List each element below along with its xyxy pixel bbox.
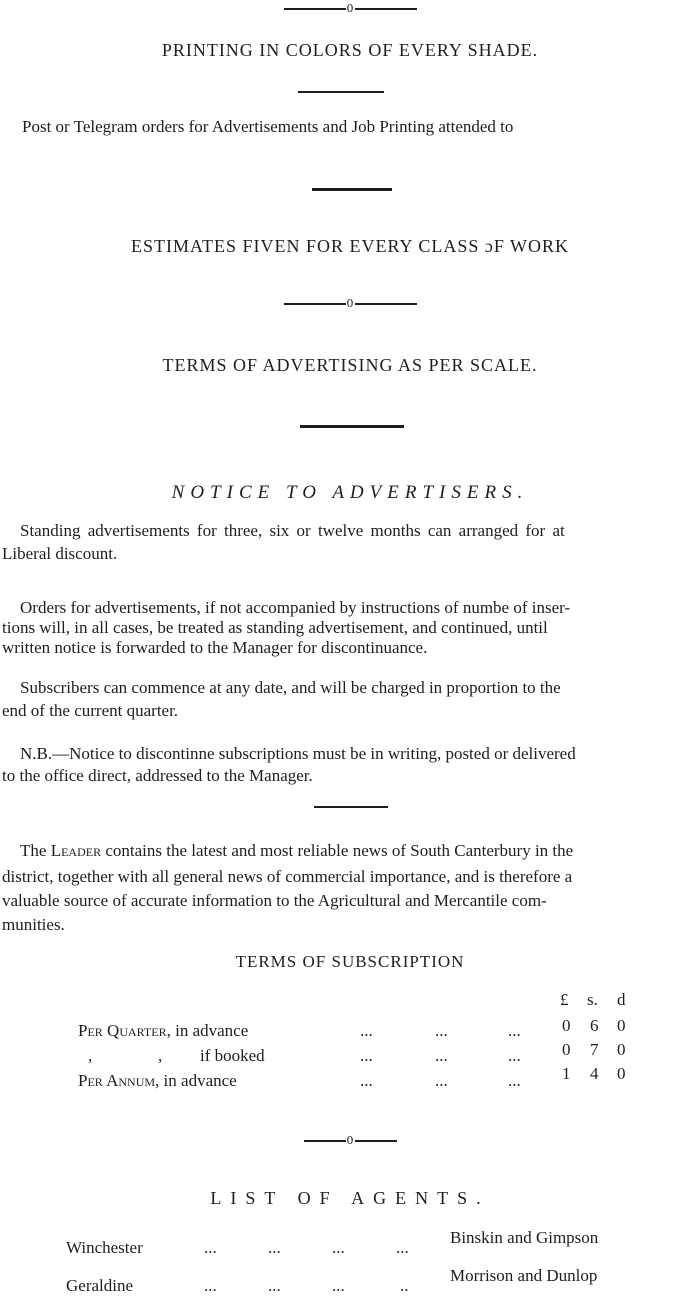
row-dots: ... — [435, 1071, 448, 1090]
row-dots: ... — [360, 1071, 373, 1090]
row-dots: ... — [508, 1071, 521, 1090]
notice-para-4-line-2: to the office direct, addressed to the Manager. — [2, 766, 313, 785]
notice-para-4-line-1: N.B.—Notice to discontinne subscriptions must be in writing, posted or delivered — [20, 744, 576, 763]
agent-dots: ... — [396, 1238, 409, 1257]
notice-para-1-line-1: Standing advertisements for three, six or twelve months can arranged for at — [20, 521, 565, 540]
row-value-pence: 0 — [617, 1040, 626, 1059]
row-dots: ... — [508, 1021, 521, 1040]
row-value-pounds: 0 — [562, 1040, 571, 1059]
ornament-mark: 0 — [346, 296, 354, 310]
row-dots: ... — [435, 1046, 448, 1065]
leader-line-1-start: The — [20, 841, 47, 860]
divider-rule — [312, 188, 392, 191]
agent-dots: .. — [400, 1276, 409, 1295]
subscription-row-label — [78, 1071, 237, 1091]
row-value-pounds: 0 — [562, 1016, 571, 1035]
agent-name: Binskin and Gimpson — [450, 1228, 599, 1247]
divider-rule — [298, 91, 384, 93]
notice-para-2-line-3: written notice is forwarded to the Manager for discontinuance. — [2, 638, 428, 657]
row-label-text: if booked — [200, 1046, 265, 1065]
top-ornament — [0, 2, 700, 15]
notice-para-1-line-2: Liberal discount. — [2, 544, 118, 563]
row-value-shillings: 6 — [590, 1016, 599, 1035]
notice-para-2-line-1: Orders for advertisements, if not accompanied by instructions of numbe of inser- — [20, 598, 571, 617]
leader-line-2: district, together with all general news of commercial importance, and is therefore a — [2, 867, 573, 886]
row-value-pence: 0 — [617, 1016, 626, 1035]
notice-para-3-line-2: end of the current quarter. — [2, 701, 179, 720]
row-value-shillings: 7 — [590, 1040, 599, 1059]
ornament-mark: 0 — [346, 1, 354, 15]
notice-para-3-line-1: Subscribers can commence at any date, and will be charged in proportion to the — [20, 678, 561, 697]
currency-header-pence: d — [617, 990, 626, 1009]
row-label-text: in advance — [175, 1021, 249, 1040]
row-dots: ... — [360, 1046, 373, 1065]
agent-dots: ... — [204, 1276, 217, 1295]
leader-line-1-end: contains the latest and most reliable news of South Canterbury in the — [105, 841, 574, 860]
post-telegram-line: Post or Telegram orders for Advertisements and Job Printing attended to — [22, 117, 514, 136]
agent-dots: ... — [332, 1238, 345, 1257]
agent-dots: ... — [268, 1238, 281, 1257]
leader-line-1 — [20, 840, 573, 862]
agent-place: Winchester — [66, 1238, 143, 1257]
row-value-shillings: 4 — [590, 1064, 599, 1083]
agent-place: Geraldine — [66, 1276, 134, 1295]
currency-header-shillings: s. — [587, 990, 598, 1009]
row-label-smallcaps: Per Quarter, — [78, 1021, 171, 1040]
agent-dots: ... — [268, 1276, 281, 1295]
notice-para-2-line-2: tions will, in all cases, be treated as standing advertisement, and continued, until — [2, 618, 548, 637]
leader-name: Leader — [50, 841, 102, 860]
divider-rule — [314, 806, 388, 808]
ornament-divider — [0, 1134, 700, 1147]
row-dots: ... — [435, 1021, 448, 1040]
ornament-divider — [0, 297, 700, 310]
divider-rule — [300, 425, 404, 428]
row-dots: ... — [508, 1046, 521, 1065]
agent-name: Morrison and Dunlop — [450, 1266, 598, 1285]
row-label-smallcaps: Per Annum, — [78, 1071, 160, 1090]
terms-advertising-heading: TERMS OF ADVERTISING AS PER SCALE. — [162, 355, 538, 375]
notice-heading: NOTICE TO ADVERTISERS. — [171, 482, 529, 503]
row-ditto-mark: , — [158, 1046, 163, 1065]
row-value-pence: 0 — [617, 1064, 626, 1083]
row-ditto-mark: , — [88, 1046, 93, 1065]
currency-header-pounds: £ — [560, 990, 569, 1009]
ornament-mark: 0 — [346, 1133, 354, 1147]
agent-dots: ... — [332, 1276, 345, 1295]
leader-line-3: valuable source of accurate information to the Agricultural and Mercantile com- — [2, 891, 547, 910]
terms-subscription-heading: TERMS OF SUBSCRIPTION — [235, 952, 465, 971]
printing-heading: PRINTING IN COLORS OF EVERY SHADE. — [161, 40, 539, 60]
agent-dots: ... — [204, 1238, 217, 1257]
row-dots: ... — [360, 1021, 373, 1040]
estimates-heading: ESTIMATES FIVEN FOR EVERY CLASS ɔF WORK — [130, 236, 570, 256]
leader-line-4: munities. — [2, 915, 65, 934]
subscription-row-label — [78, 1021, 248, 1041]
row-label-text: in advance — [163, 1071, 237, 1090]
row-value-pounds: 1 — [562, 1064, 571, 1083]
agents-heading: LIST OF AGENTS. — [210, 1188, 490, 1208]
